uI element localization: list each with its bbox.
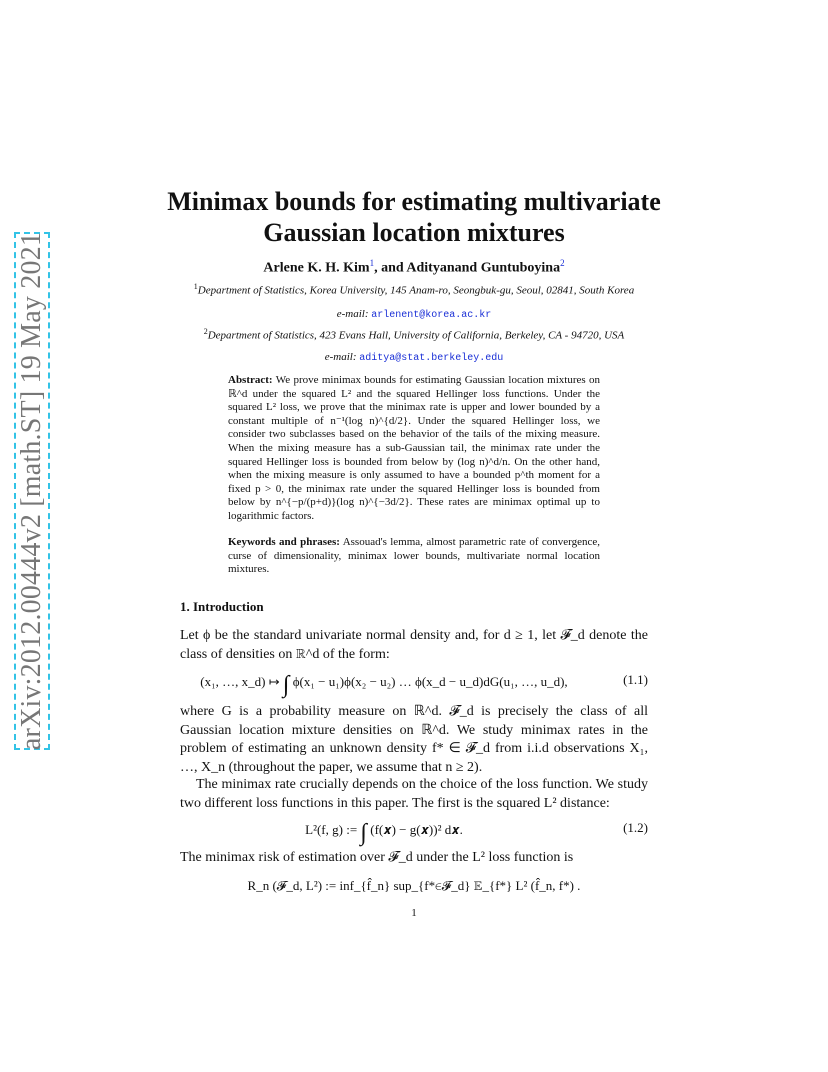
section-title: Introduction [193,599,264,614]
abstract-text: We prove minimax bounds for estimating Gaussian location mixtures on ℝ^d under the squared L² and the squared Hellinger loss functions. Under the squared L² loss, we prove that the minimax rate is upper and lower bounded by a constant multiple of n⁻¹(log n)^{d/2}. Under the squared Hellinger loss, we consider two subclasses based on the behavior of the tails of the mixing measure. When the mixing measure has a sub-Gaussian tail, the minimax rate under the squared Hellinger loss is bounded from below by (log n)^d/n. On the other hand, when the mixing measure is only assumed to have a bounded p^th moment for a fixed p > 0, the minimax rate under the squared Hellinger loss is bounded from below by n^{−p/(p+d)}(log n)^{−3d/2}. These rates are minimax optimal up to logarithmic factors. [228,374,600,522]
author-2: Adityanand Guntuboyina [406,260,561,276]
abstract-label: Abstract: [228,374,273,386]
email-1-line [180,308,648,321]
equation-1-2 [180,816,648,844]
integral-sign: ∫ [282,672,290,698]
section-heading [180,599,264,615]
equation-1-1-body [180,672,588,699]
author-line [150,258,678,277]
email-2-label: e-mail: [324,351,357,363]
paragraph-3: The minimax rate crucially depends on the choice of the loss function. We study two different loss functions in this paper. The first is the squared L² distance: [180,777,648,811]
equation-1-2-lhs: L²(f, g) := [305,822,358,837]
email-1-link[interactable]: arlenent@korea.ac.kr [371,310,492,321]
keywords-label: Keywords and phrases: [228,536,340,548]
affiliation-1-text: Department of Statistics, Korea University, 145 Anam-ro, Seongbuk-gu, Seoul, 02841, South Korea [197,284,635,297]
equation-minimax-risk-body: R_n (𝓕_d, L²) := inf_{f̂_n} sup_{f*∈𝓕_d} 𝔼_{f*} L² (f̂_n, f*) . [247,878,581,893]
equation-1-1-rhs: ϕ(x₁ − u₁)ϕ(x₂ − u₂) … ϕ(x_d − u_d)dG(u₁, …, u_d), [292,674,568,689]
author-1-affil-link[interactable]: 1 [369,258,375,268]
arxiv-stamp-box[interactable] [14,232,50,750]
author-connector: , and [374,260,407,276]
equation-1-2-body [180,820,588,847]
equation-1-1-lhs: (x₁, …, x_d) ↦ [200,674,280,689]
paragraph-2: where G is a probability measure on ℝ^d. 𝓕_d is precisely the class of all Gaussian location mixture densities on ℝ^d. We study minimax rates in the problem of estimating an unknown density f* ∈ 𝓕_d from i.i.d observations X₁, …, X_n (throughout the paper, we assume that n ≥ 2). [180,704,648,775]
affiliation-2 [180,325,648,343]
equation-minimax-risk [180,874,648,902]
email-1-label: e-mail: [336,308,369,320]
email-2-line [180,351,648,364]
equation-1-2-number: (1.2) [623,820,648,835]
affiliation-2-number: 2 [203,327,208,336]
section-number: 1. [180,599,190,614]
page-number: 1 [411,907,417,919]
equation-1-1-number: (1.1) [623,672,648,687]
equation-1-2-rhs: (f(𝒙) − g(𝒙))² d𝒙. [370,822,463,837]
arxiv-stamp[interactable]: arXiv:2012.00444v2 [math.ST] 19 May 2021 [16,231,48,751]
abstract [228,374,600,524]
author-1: Arlene K. H. Kim [263,260,370,276]
paragraph-4: The minimax risk of estimation over 𝓕_d under the L² loss function is [180,850,574,865]
affiliation-1 [180,280,648,298]
author-2-affil-link[interactable]: 2 [560,258,565,268]
email-2-link[interactable]: aditya@stat.berkeley.edu [359,353,504,364]
affiliation-1-number: 1 [193,282,198,291]
paper-title: Minimax bounds for estimating multivariate Gaussian location mixtures [167,187,661,247]
integral-sign-2: ∫ [360,820,367,846]
keywords-text: Assouad's lemma, almost parametric rate of convergence, curse of dimensionality, minimax lower bounds, multivariate normal location mixtures. [228,536,600,576]
affiliation-2-text: Department of Statistics, 423 Evans Hall, University of California, Berkeley, CA - 94720, USA [207,329,625,342]
equation-1-1 [180,668,648,696]
keywords [228,536,600,577]
paragraph-1: Let ϕ be the standard univariate normal density and, for d ≥ 1, let 𝓕_d denote the class of densities on ℝ^d of the form: [180,628,648,662]
